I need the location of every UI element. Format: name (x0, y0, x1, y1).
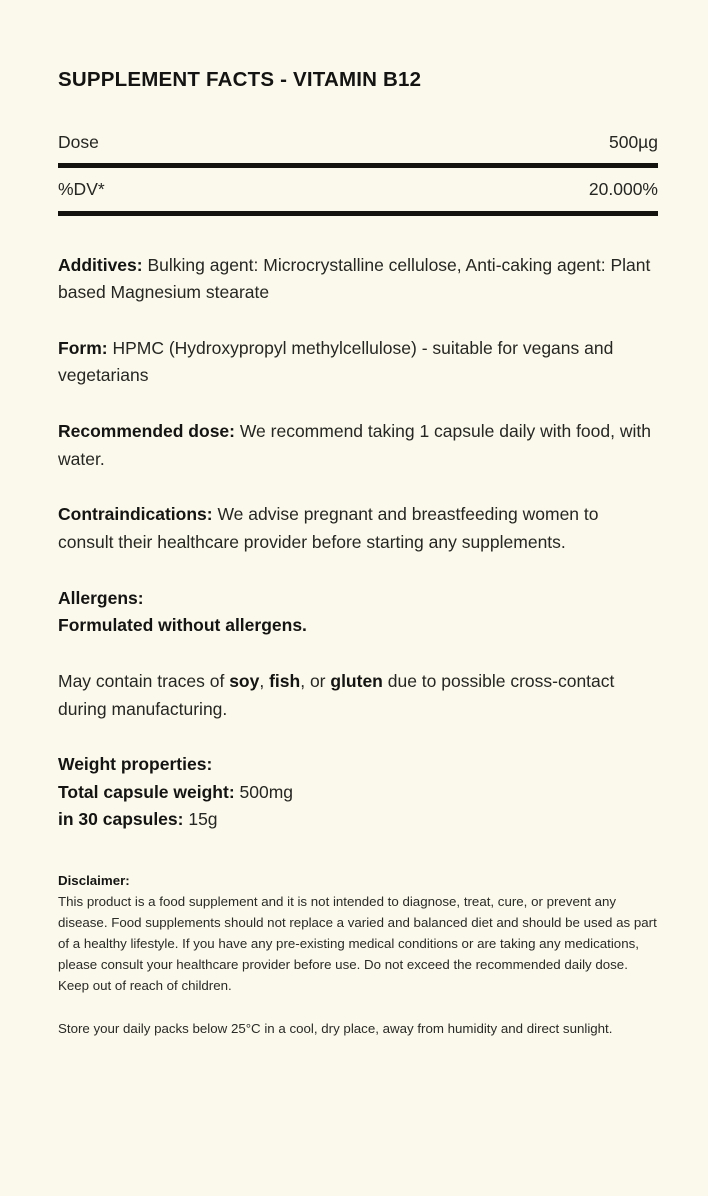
allergen-gluten: gluten (330, 670, 383, 691)
form-text: HPMC (Hydroxypropyl methylcellulose) - suitable for vegans and vegetarians (58, 337, 614, 386)
recommended-dose-heading: Recommended dose: (58, 421, 235, 442)
traces-separator-2: , or (300, 670, 331, 691)
in-capsules-label: in 30 capsules: (58, 809, 184, 830)
traces-suffix: due to possible cross-contact during manufacturing. (58, 670, 615, 719)
allergens-statement: Formulated without allergens. (58, 615, 307, 636)
daily-value-label: %DV* (58, 179, 105, 200)
table-row-dose (58, 133, 658, 163)
table-rule-bottom (58, 211, 658, 216)
supplement-facts-table (58, 133, 658, 216)
recommended-dose-paragraph (58, 418, 658, 473)
label-body (58, 252, 658, 835)
page-title: SUPPLEMENT FACTS - VITAMIN B12 (58, 68, 422, 91)
table-row-daily-value (58, 168, 658, 210)
disclaimer-section (58, 870, 662, 1039)
disclaimer-text: This product is a food supplement and it is not intended to diagnose, treat, cure, or prevent any disease. Food supplements should not replace a varied and balanced diet and should be used as part of a healthy lifestyle. If you have any pre-existing medical conditions or are taking any medications, please consult your healthcare provider before use. Do not exceed the recommended daily dose. Keep out of reach of children. (58, 894, 657, 994)
disclaimer-paragraph (58, 870, 662, 996)
storage-paragraph: Store your daily packs below 25°C in a cool, dry place, away from humidity and direct sunlight. (58, 1021, 613, 1037)
traces-prefix: May contain traces of (58, 670, 230, 691)
contraindications-paragraph (58, 501, 658, 556)
dose-label: Dose (58, 132, 99, 152)
allergen-fish: fish (269, 670, 301, 691)
allergen-traces-paragraph (58, 668, 658, 723)
recommended-dose-text: We recommend taking 1 capsule daily with food, with water. (58, 421, 651, 469)
disclaimer-heading: Disclaimer: (58, 873, 130, 889)
weight-properties-paragraph (58, 751, 658, 834)
daily-value-value: 20.000% (588, 179, 658, 200)
allergen-soy: soy (229, 670, 260, 691)
allergens-heading: Allergens: (58, 587, 144, 608)
additives-text: Bulking agent: Microcrystalline cellulose, Anti-caking agent: Plant based Magnesium stearate (58, 254, 651, 303)
total-capsule-weight-label: Total capsule weight: (58, 781, 235, 802)
form-paragraph (58, 335, 658, 390)
contraindications-heading: Contraindications: (58, 504, 213, 525)
form-heading: Form: (58, 337, 108, 358)
allergens-paragraph (58, 585, 658, 640)
weight-properties-heading: Weight properties: (58, 754, 213, 775)
dose-value: 500µg (608, 132, 658, 152)
contraindications-text: We advise pregnant and breastfeeding women to consult their healthcare provider before starting any supplements. (58, 504, 599, 552)
traces-separator-1: , (259, 670, 270, 691)
in-capsules-value: 15g (183, 809, 218, 830)
additives-heading: Additives: (58, 254, 143, 275)
total-capsule-weight-value: 500mg (234, 781, 294, 802)
additives-paragraph (58, 252, 658, 307)
